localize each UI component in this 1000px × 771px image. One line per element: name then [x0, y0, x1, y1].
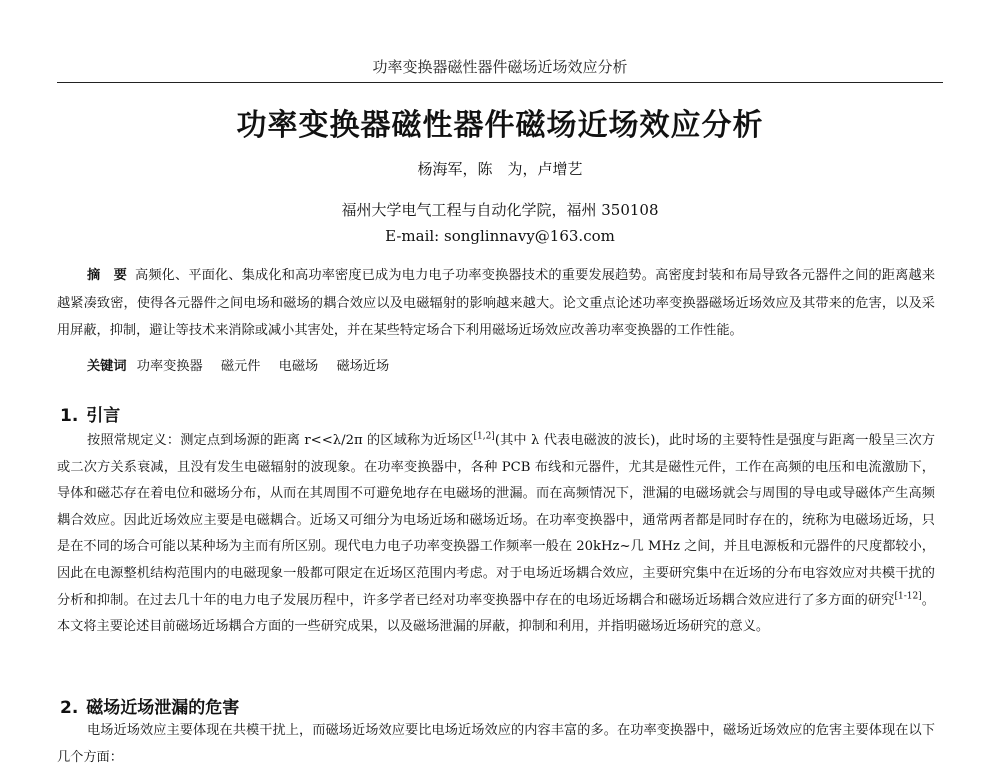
keywords-label: 关键词: [87, 359, 127, 374]
citation: [1,2]: [473, 431, 495, 442]
abstract-label: 摘 要: [87, 268, 128, 283]
keywords: [87, 355, 403, 374]
section-1-text-a: 按照常规定义：测定点到场源的距离 r<<λ/2π 的区域称为近场区: [87, 433, 474, 448]
section-2-heading: [60, 693, 239, 718]
header-rule: [57, 82, 943, 83]
keyword: 磁元件: [220, 359, 261, 374]
section-2-title: 磁场近场泄漏的危害: [86, 698, 240, 718]
section-1-paragraph: [57, 428, 935, 641]
citation: [1-12]: [894, 591, 922, 602]
section-1-number: 1.: [60, 406, 79, 426]
keyword: 磁场近场: [336, 359, 390, 374]
section-1-heading: [60, 401, 120, 426]
paper-title: 功率变换器磁性器件磁场近场效应分析: [236, 108, 764, 143]
running-head: 功率变换器磁性器件磁场近场效应分析: [372, 58, 628, 76]
affiliation: 福州大学电气工程与自动化学院，福州 350108: [341, 201, 659, 219]
abstract-text: 高频化、平面化、集成化和高功率密度已成为电力电子功率变换器技术的重要发展趋势。高密度封装和布局导致各元器件之间的距离越来越紧凑致密，使得各元器件之间电场和磁场的耦合效应以及电磁辐射的影响越来越大。论文重点论述功率变换器磁场近场效应及其带来的危害，以及采用屏蔽，抑制，避让等技术来消除或减小其害处，并在某些特定场合下利用磁场近场效应改善功率变换器的工作性能。: [57, 268, 936, 338]
section-1-text-b: (其中 λ 代表电磁波的波长)，此时场的主要特性是强度与距离一般呈三次方或二次方关系衰减，且没有发生电磁辐射的波现象。在功率变换器中，各种 PCB 布线和元器件，尤其是磁性元件，工作在高频的电压和电流激励下，导体和磁芯存在着电位和磁场分布，从而在其周围不可避免地存在电磁场的泄漏。而在高频情况下，泄漏的电磁场就会与周围的导电或导磁体产生高频耦合效应。因此近场效应主要是电磁耦合。近场又可细分为电场近场和磁场近场。在功率变换器中，通常两者都是同时存在的，统称为电磁场近场，只是在不同的场合可能以某种场为主而有所区别。现代电力电子功率变换器工作频率一般在 20kHz~几 MHz 之间，并且电源板和元器件的尺度都较小，因此在电源整机结构范围内的电磁现象一般都可限定在近场区范围内考虑。对于电场近场耦合效应，主要研究集中在近场的分布电容效应对共模干扰的分析和抑制。在过去几十年的电力电子发展历程中，许多学者已经对功率变换器中存在的电场近场耦合和磁场近场耦合效应进行了多方面的研究: [57, 433, 935, 608]
section-1-text-c: 。本文将主要论述目前磁场近场耦合方面的一些研究成果，以及磁场泄漏的屏蔽，抑制和利用，并指明磁场近场研究的意义。: [57, 592, 935, 635]
section-1-title: 引言: [86, 406, 121, 426]
keyword: 电磁场: [278, 359, 319, 374]
email: E-mail: songlinnavy@163.com: [385, 227, 615, 245]
abstract: [57, 262, 935, 345]
authors: 杨海军，陈 为，卢增艺: [417, 160, 583, 178]
section-2-number: 2.: [60, 698, 79, 718]
keyword: 功率变换器: [136, 359, 203, 374]
section-2-paragraph: 电场近场效应主要体现在共模干扰上，而磁场近场效应要比电场近场效应的内容丰富的多。在功率变换器中，磁场近场效应的危害主要体现在以下几个方面：: [57, 723, 935, 765]
